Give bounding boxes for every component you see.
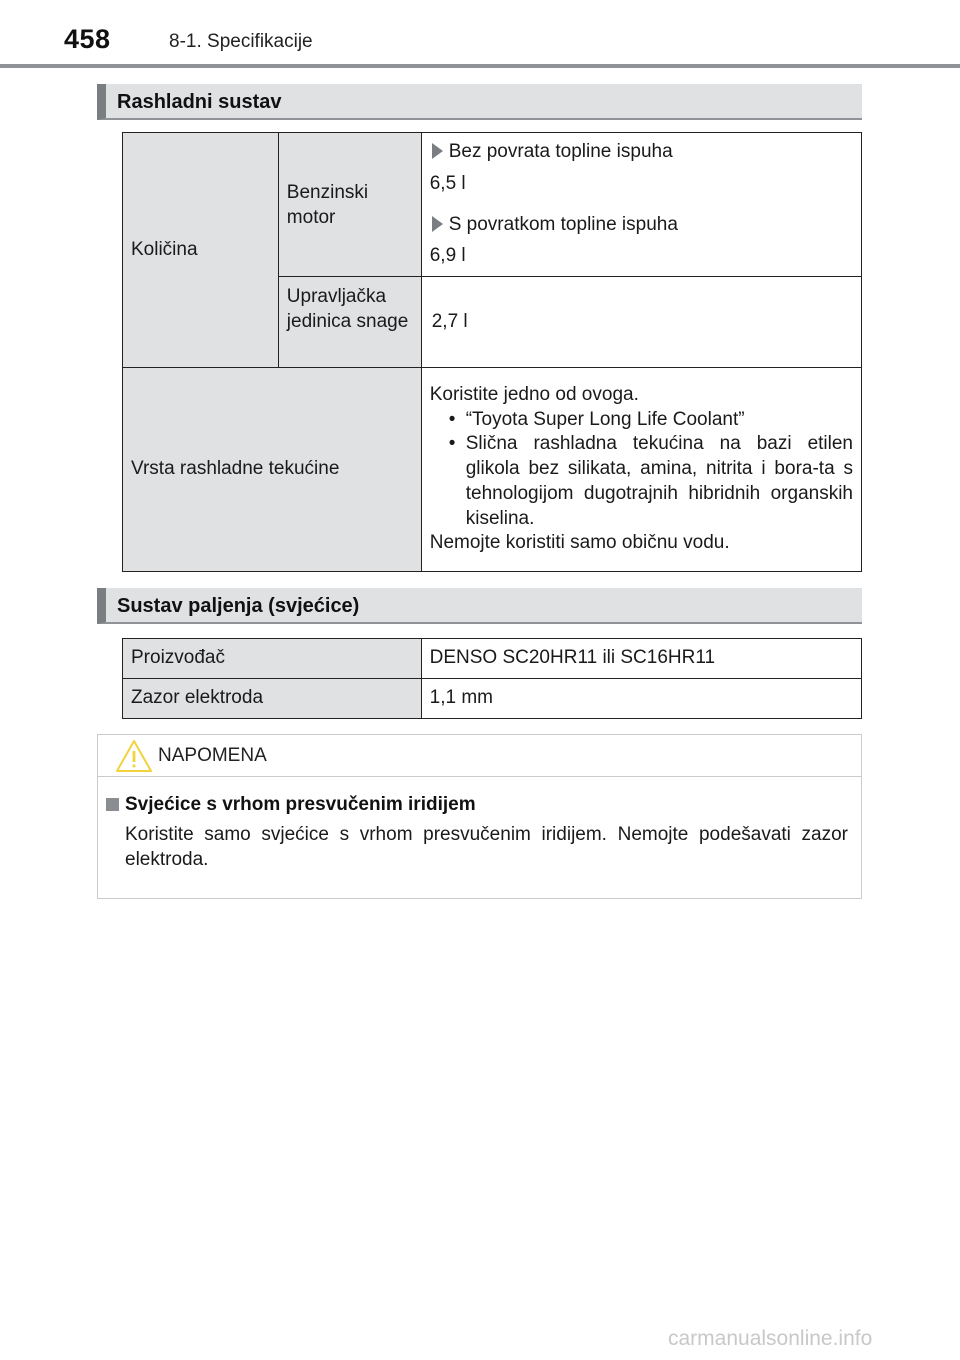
arrow-right-icon xyxy=(432,143,443,159)
value-no-heat-recovery: 6,5 l xyxy=(429,172,466,194)
notice-header xyxy=(98,735,861,777)
petrol-engine-values xyxy=(421,133,861,277)
table-row xyxy=(123,679,862,719)
ignition-section-header xyxy=(97,588,862,624)
coolant-type-value xyxy=(421,368,861,572)
electrode-gap-label: Zazor elektroda xyxy=(123,679,422,719)
electrode-gap-value: 1,1 mm xyxy=(421,679,861,719)
notice-box xyxy=(97,734,862,899)
coolant-list xyxy=(430,408,853,531)
option-no-heat-recovery: Bez povrata topline ispuha xyxy=(430,140,853,165)
option-heat-recovery: S povratkom topline ispuha xyxy=(430,213,853,238)
coolant-type-label: Vrsta rashladne tekućine xyxy=(123,368,422,572)
quantity-label: Količina xyxy=(123,133,279,368)
list-item: • “Toyota Super Long Life Coolant” xyxy=(430,408,853,433)
coolant-note: Nemojte koristiti samo običnu vodu. xyxy=(429,532,730,554)
cooling-section-title: Rashladni sustav xyxy=(117,91,282,113)
notice-subtitle: Svjećice s vrhom presvučenim iridijem xyxy=(125,794,476,815)
header-rule xyxy=(0,64,960,68)
ignition-table xyxy=(122,638,862,719)
value-heat-recovery: 6,9 l xyxy=(429,245,466,267)
chapter-title: 8-1. Specifikacije xyxy=(169,31,313,52)
manufacturer-value: DENSO SC20HR11 ili SC16HR11 xyxy=(421,639,861,679)
petrol-engine-label: Benzinski motor xyxy=(278,133,421,277)
notice-body: Koristite samo svjećice s vrhom presvučenim iridijem. Nemojte podešavati zazor elektroda. xyxy=(125,824,848,870)
notice-title: NAPOMENA xyxy=(158,745,267,766)
arrow-right-icon xyxy=(432,216,443,232)
pcu-value: 2,7 l xyxy=(421,277,861,368)
page-number: 458 xyxy=(64,24,111,54)
table-row xyxy=(123,133,862,277)
manufacturer-label: Proizvođač xyxy=(123,639,422,679)
warning-icon xyxy=(115,738,153,774)
square-bullet-icon xyxy=(106,798,119,811)
list-item: • Slična rashladna tekućina na bazi etilen glikola bez silikata, amina, nitrita i bora-ta s tehnologijom dugotrajnih hibridnih organskih kiselina. xyxy=(430,432,853,531)
ignition-section-title: Sustav paljenja (svjećice) xyxy=(117,595,360,617)
cooling-section-header xyxy=(97,84,862,120)
pcu-label: Upravljačka jedinica snage xyxy=(278,277,421,368)
table-row xyxy=(123,639,862,679)
cooling-table xyxy=(122,132,862,572)
coolant-intro: Koristite jedno od ovoga. xyxy=(429,384,639,406)
table-row xyxy=(123,368,862,572)
watermark: carmanualsonline.info xyxy=(668,1327,873,1350)
